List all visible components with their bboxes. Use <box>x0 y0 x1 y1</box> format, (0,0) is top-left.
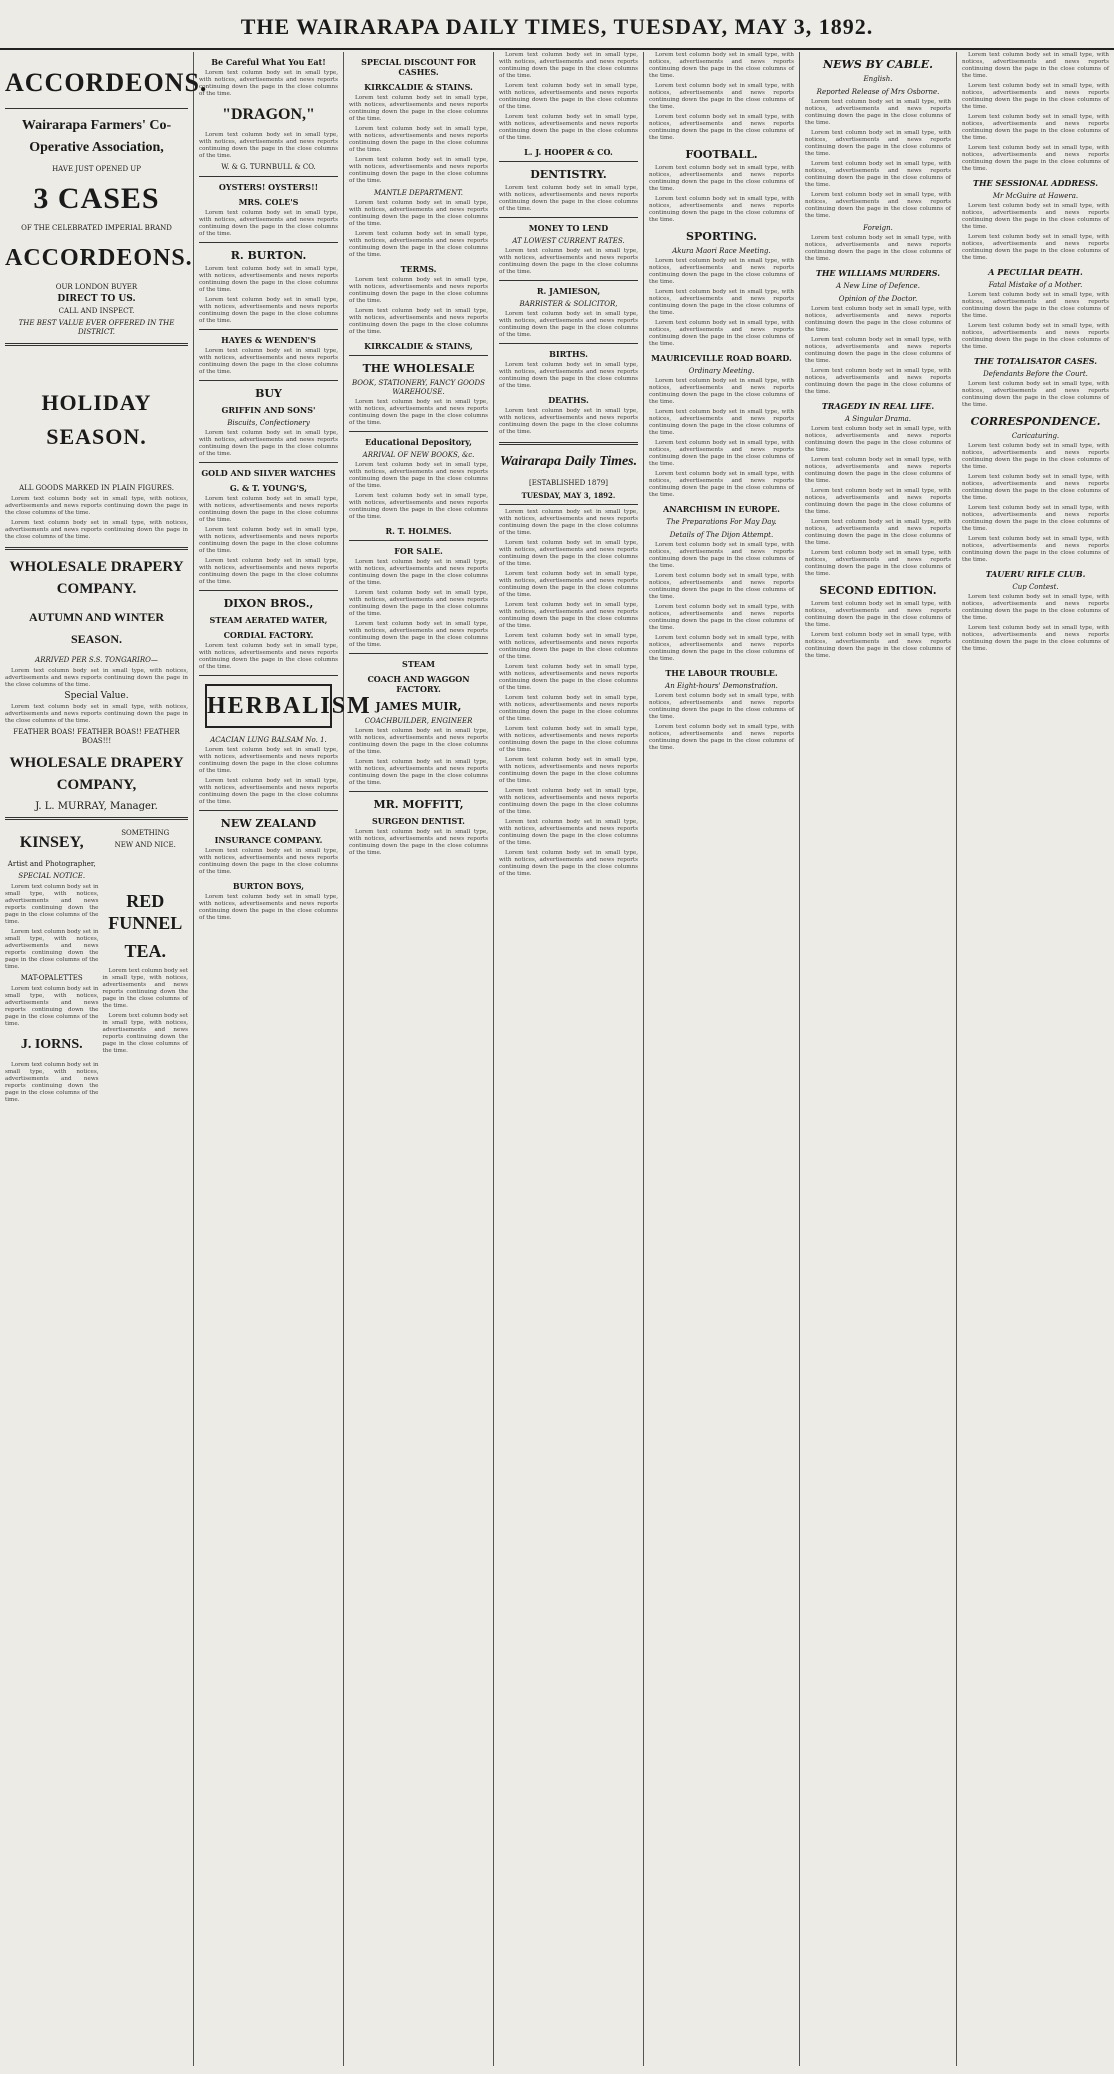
ad-line: THE BEST VALUE EVER OFFERED IN THE DISTRICT. <box>18 319 175 336</box>
james-heading: JAMES MUIR, <box>375 700 462 713</box>
divider <box>349 653 488 654</box>
body-text: Lorem text column body set in small type, with notices, advertisements and news reports continuing down the page in the close columns of the time. <box>805 368 951 395</box>
body-text: Lorem text column body set in small type, with notices, advertisements and news reports continuing down the page in the close columns of the time. <box>962 292 1109 319</box>
body-text: Lorem text column body set in small type, with notices, advertisements and news reports continuing down the page in the close columns of the time. <box>962 381 1109 408</box>
body-text: Lorem text column body set in small type, with notices, advertisements and news reports continuing down the page in the close columns of the time. <box>349 95 488 122</box>
turnbull-line: W. & G. TURNBULL & CO. <box>221 163 316 171</box>
body-text: Lorem text column body set in small type, with notices, advertisements and news reports continuing down the page in the close columns of the time. <box>649 378 794 405</box>
body-text: Lorem text column body set in small type, with notices, advertisements and news reports continuing down the page in the close columns of the time. <box>349 157 488 184</box>
body-text: Lorem text column body set in small type, with notices, advertisements and news reports continuing down the page in the close columns of the time. <box>499 788 638 815</box>
redfunnel-name: RED FUNNEL <box>108 891 183 933</box>
ordinary-heading: Ordinary Meeting. <box>688 367 755 375</box>
holmes-heading: R. T. HOLMES. <box>385 526 452 536</box>
body-text: Lorem text column body set in small type, with notices, advertisements and news reports continuing down the page in the close columns of the time. <box>349 200 488 227</box>
body-text: Lorem text column body set in small type, with notices, advertisements and news reports continuing down the page in the close columns of the time. <box>962 443 1109 470</box>
body-text: Lorem text column body set in small type, with notices, advertisements and news reports continuing down the page in the close columns of the time. <box>499 311 638 338</box>
column-1 <box>0 52 208 2066</box>
body-text: Lorem text column body set in small type, with notices, advertisements and news reports continuing down the page in the close columns of the time. <box>499 850 638 877</box>
body-text: Lorem text column body set in small type, with notices, advertisements and news reports continuing down the page in the close columns of the time. <box>499 248 638 275</box>
body-text: Lorem text column body set in small type, with notices, advertisements and news reports continuing down the page in the close columns of the time. <box>649 604 794 631</box>
tea-name: TEA. <box>124 941 166 961</box>
column-3 <box>344 52 494 2066</box>
correspondence-heading: CORRESPONDENCE. <box>970 415 1101 428</box>
divider <box>499 217 638 218</box>
body-text: Lorem text column body set in small type, with notices, advertisements and news reports continuing down the page in the close columns of the time. <box>805 161 951 188</box>
body-text: Lorem text column body set in small type, with notices, advertisements and news reports continuing down the page in the close columns of the time. <box>649 409 794 436</box>
body-text: Lorem text column body set in small type, with notices, advertisements and news reports continuing down the page in the close columns of the time. <box>805 632 951 659</box>
oysters-heading: OYSTERS! OYSTERS!! <box>218 182 319 192</box>
body-text: Lorem text column body set in small type, with notices, advertisements and news reports continuing down the page in the close columns of the time. <box>199 778 338 805</box>
body-text: Lorem text column body set in small type, with notices, advertisements and news reports continuing down the page in the close columns of the time. <box>499 114 638 141</box>
hawera-heading: Mr McGuire at Hawera. <box>992 192 1079 200</box>
body-text: Lorem text column body set in small type, with notices, advertisements and news reports continuing down the page in the close columns of the time. <box>499 602 638 629</box>
body-text: Lorem text column body set in small type, with notices, advertisements and news reports continuing down the page in the close columns of the time. <box>199 747 338 774</box>
body-text: Lorem text column body set in small type, with notices, advertisements and news reports continuing down the page in the close columns of the time. <box>349 728 488 755</box>
body-text: Lorem text column body set in small type, with notices, advertisements and news reports continuing down the page in the close columns of the time. <box>805 306 951 333</box>
wholesale-heading: THE WHOLESALE <box>362 362 475 375</box>
body-text: Lorem text column body set in small type, with notices, advertisements and news reports continuing down the page in the close columns of the time. <box>649 52 794 79</box>
special-value: Special Value. <box>64 691 129 701</box>
ad-line: HAVE JUST OPENED UP <box>52 165 141 173</box>
divider <box>5 108 188 109</box>
body-text: Lorem text column body set in small type, with notices, advertisements and news reports continuing down the page in the close columns of the time. <box>649 693 794 720</box>
new-line: NEW AND NICE. <box>114 841 176 849</box>
body-text: Lorem text column body set in small type, with notices, advertisements and news reports continuing down the page in the close columns of the time. <box>199 210 338 237</box>
births-heading: BIRTHS. <box>549 349 588 359</box>
body-text: Lorem text column body set in small type, with notices, advertisements and news reports continuing down the page in the close columns of the time. <box>805 426 951 453</box>
hayes-heading: HAYES & WENDEN'S <box>221 335 316 345</box>
dentist-heading: SURGEON DENTIST. <box>372 816 465 826</box>
terms-heading: TERMS. <box>400 264 437 274</box>
body-text: Lorem text column body set in small type, with notices, advertisements and news reports continuing down the page in the close columns of the time. <box>962 594 1109 621</box>
divider <box>199 462 338 463</box>
burton-boys-heading: BURTON BOYS, <box>232 881 305 891</box>
body-text: Lorem text column body set in small type, with notices, advertisements and news reports continuing down the page in the close columns of the time. <box>962 474 1109 501</box>
body-text: Lorem text column body set in small type, with notices, advertisements and news reports continuing down the page in the close columns of the time. <box>199 266 338 293</box>
ad-line: DIRECT TO US. <box>57 294 136 304</box>
body-text: Lorem text column body set in small type, with notices, advertisements and news reports continuing down the page in the close columns of the time. <box>5 986 99 1027</box>
kinsey-name: KINSEY, <box>19 834 84 851</box>
masthead <box>0 0 1114 50</box>
divider <box>349 791 488 792</box>
bottom-ads <box>5 826 188 1107</box>
body-text: Lorem text column body set in small type, with notices, advertisements and news reports continuing down the page in the close columns of the time. <box>199 848 338 875</box>
body-text: Lorem text column body set in small type, with notices, advertisements and news reports continuing down the page in the close columns of the time. <box>649 635 794 662</box>
cases-count: 3 CASES <box>33 182 160 215</box>
book-heading: BOOK, STATIONERY, FANCY GOODS WAREHOUSE. <box>352 379 485 396</box>
date-line: TUESDAY, MAY 3, 1892. <box>521 491 616 500</box>
body-text: Lorem text column body set in small type, with notices, advertisements and news reports continuing down the page in the close columns of the time. <box>649 542 794 569</box>
body-text: Lorem text column body set in small type, with notices, advertisements and news reports continuing down the page in the close columns of the time. <box>5 520 188 540</box>
fatal-heading: Fatal Mistake of a Mother. <box>988 281 1083 289</box>
body-text: Lorem text column body set in small type, with notices, advertisements and news reports continuing down the page in the close columns of the time. <box>5 496 188 516</box>
osborne-heading: Reported Release of Mrs Osborne. <box>816 88 940 96</box>
body-text: Lorem text column body set in small type, with notices, advertisements and news reports continuing down the page in the close columns of the time. <box>649 289 794 316</box>
kinsey-sub: Artist and Photographer, <box>7 860 96 868</box>
insurance-heading: INSURANCE COMPANY. <box>214 835 323 845</box>
wholesale-headline: WHOLESALE DRAPERY COMPANY. <box>9 559 184 597</box>
body-text: Lorem text column body set in small type, with notices, advertisements and news reports continuing down the page in the close columns of the time. <box>805 337 951 364</box>
barrister-heading: BARRISTER & SOLICITOR, <box>519 300 618 308</box>
body-text: Lorem text column body set in small type, with notices, advertisements and news reports continuing down the page in the close columns of the time. <box>499 726 638 753</box>
mat-heading: MAT-OPALETTES <box>20 974 83 982</box>
body-text: Lorem text column body set in small type, with notices, advertisements and news reports continuing down the page in the close columns of the time. <box>962 505 1109 532</box>
body-text: Lorem text column body set in small type, with notices, advertisements and news reports continuing down the page in the close columns of the time. <box>349 829 488 856</box>
defence-heading: A New Line of Defence. <box>836 282 920 290</box>
body-text: Lorem text column body set in small type, with notices, advertisements and news reports continuing down the page in the close columns of the time. <box>499 633 638 660</box>
divider <box>349 431 488 432</box>
body-text: Lorem text column body set in small type, with notices, advertisements and news reports continuing down the page in the close columns of the time. <box>199 132 338 159</box>
body-text: Lorem text column body set in small type, with notices, advertisements and news reports continuing down the page in the close columns of the time. <box>199 496 338 523</box>
labour-heading: THE LABOUR TROUBLE. <box>665 668 778 678</box>
defendants-heading: Defendants Before the Court. <box>983 370 1088 378</box>
body-text: Lorem text column body set in small type, with notices, advertisements and news reports continuing down the page in the close columns of the time. <box>499 185 638 212</box>
body-text: Lorem text column body set in small type, with notices, advertisements and news reports continuing down the page in the close columns of the time. <box>5 884 99 925</box>
body-text: Lorem text column body set in small type, with notices, advertisements and news reports continuing down the page in the close columns of the time. <box>499 695 638 722</box>
dixon-heading: DIXON BROS., <box>223 597 314 610</box>
divider <box>499 504 638 505</box>
kirkcaldie-heading: KIRKCALDIE & STAINS. <box>364 82 473 92</box>
body-text: Lorem text column body set in small type, with notices, advertisements and news reports continuing down the page in the close columns of the time. <box>499 362 638 389</box>
hooper-heading: L. J. HOOPER & CO. <box>524 147 613 157</box>
body-text: Lorem text column body set in small type, with notices, advertisements and news reports continuing down the page in the close columns of the time. <box>649 440 794 467</box>
body-text: Lorem text column body set in small type, with notices, advertisements and news reports continuing down the page in the close columns of the time. <box>805 457 951 484</box>
watches-heading: GOLD AND SILVER WATCHES <box>201 468 336 478</box>
body-text: Lorem text column body set in small type, with notices, advertisements and news reports continuing down the page in the close columns of the time. <box>962 114 1109 141</box>
body-text: Lorem text column body set in small type, with notices, advertisements and news reports continuing down the page in the close columns of the time. <box>199 430 338 457</box>
divider <box>199 329 338 330</box>
body-text: Lorem text column body set in small type, with notices, advertisements and news reports continuing down the page in the close columns of the time. <box>102 1013 188 1054</box>
body-text: Lorem text column body set in small type, with notices, advertisements and news reports continuing down the page in the close columns of the time. <box>5 1062 99 1103</box>
body-text: Lorem text column body set in small type, with notices, advertisements and news reports continuing down the page in the close columns of the time. <box>102 968 188 1009</box>
jamieson-heading: R. JAMIESON, <box>536 286 601 296</box>
manager-line: J. L. MURRAY, Manager. <box>35 801 158 812</box>
body-text: Lorem text column body set in small type, with notices, advertisements and news reports continuing down the page in the close columns of the time. <box>349 462 488 489</box>
body-text: Lorem text column body set in small type, with notices, advertisements and news reports continuing down the page in the close columns of the time. <box>5 704 188 724</box>
body-text: Lorem text column body set in small type, with notices, advertisements and news reports continuing down the page in the close columns of the time. <box>805 192 951 219</box>
something-line: SOMETHING <box>121 829 170 837</box>
body-text: Lorem text column body set in small type, with notices, advertisements and news reports continuing down the page in the close columns of the time. <box>5 668 188 688</box>
divider <box>199 675 338 676</box>
body-text: Lorem text column body set in small type, with notices, advertisements and news reports continuing down the page in the close columns of the time. <box>499 408 638 435</box>
plain-figures: ALL GOODS MARKED IN PLAIN FIGURES. <box>19 484 174 492</box>
ad-line: OF THE CELEBRATED IMPERIAL BRAND <box>21 224 172 232</box>
body-text: Lorem text column body set in small type, with notices, advertisements and news reports continuing down the page in the close columns of the time. <box>199 70 338 97</box>
cable-heading: NEWS BY CABLE. <box>823 58 933 71</box>
divider <box>5 343 188 346</box>
wholesale-headline-2: WHOLESALE DRAPERY COMPANY, <box>9 755 184 793</box>
body-text: Lorem text column body set in small type, with notices, advertisements and news reports continuing down the page in the close columns of the time. <box>805 130 951 157</box>
taueru-heading: TAUERU RIFLE CLUB. <box>985 569 1086 579</box>
mantle-heading: MANTLE DEPARTMENT. <box>374 189 463 197</box>
iorns-name: J. IORNS. <box>20 1037 83 1052</box>
tragedy-heading: TRAGEDY IN REAL LIFE. <box>821 401 935 411</box>
body-text: Lorem text column body set in small type, with notices, advertisements and news reports continuing down the page in the close columns of the time. <box>349 231 488 258</box>
coles-heading: MRS. COLE'S <box>238 197 299 207</box>
body-text: Lorem text column body set in small type, with notices, advertisements and news reports continuing down the page in the close columns of the time. <box>199 297 338 324</box>
body-text: Lorem text column body set in small type, with notices, advertisements and news reports continuing down the page in the close columns of the time. <box>349 399 488 426</box>
boas-line: FEATHER BOAS! FEATHER BOAS!! FEATHER BOAS!!! <box>13 728 180 745</box>
body-text: Lorem text column body set in small type, with notices, advertisements and news reports continuing down the page in the close columns of the time. <box>962 203 1109 230</box>
body-text: Lorem text column body set in small type, with notices, advertisements and news reports continuing down the page in the close columns of the time. <box>499 571 638 598</box>
body-text: Lorem text column body set in small type, with notices, advertisements and news reports continuing down the page in the close columns of the time. <box>349 493 488 520</box>
body-text: Lorem text column body set in small type, with notices, advertisements and news reports continuing down the page in the close columns of the time. <box>199 527 338 554</box>
holiday-headline: HOLIDAY SEASON. <box>41 390 152 449</box>
dragon-brand: "DRAGON," <box>222 106 315 123</box>
race-heading: Akura Maori Race Meeting. <box>672 247 771 255</box>
column-7 <box>957 52 1114 2066</box>
sessional-heading: THE SESSIONAL ADDRESS. <box>973 178 1098 188</box>
divider <box>199 380 338 381</box>
divider <box>199 242 338 243</box>
body-text: Lorem text column body set in small type, with notices, advertisements and news reports continuing down the page in the close columns of the time. <box>962 536 1109 563</box>
body-text: Lorem text column body set in small type, with notices, advertisements and news reports continuing down the page in the close columns of the time. <box>199 558 338 585</box>
herbalism-logo: HERBALISM <box>205 684 332 728</box>
body-text: Lorem text column body set in small type, with notices, advertisements and news reports continuing down the page in the close columns of the time. <box>199 643 338 670</box>
nz-heading: NEW ZEALAND <box>220 817 317 830</box>
times-masthead: Wairarapa Daily Times. <box>499 454 638 469</box>
body-text: Lorem text column body set in small type, with notices, advertisements and news reports continuing down the page in the close columns of the time. <box>499 52 638 79</box>
divider <box>349 355 488 356</box>
body-text: Lorem text column body set in small type, with notices, advertisements and news reports continuing down the page in the close columns of the time. <box>499 819 638 846</box>
coach-heading: COACH AND WAGGON FACTORY. <box>367 674 470 694</box>
divider <box>499 442 638 445</box>
peculiar-heading: A PECULIAR DEATH. <box>988 267 1083 277</box>
column-4 <box>494 52 644 2066</box>
body-text: Lorem text column body set in small type, with notices, advertisements and news reports continuing down the page in the close columns of the time. <box>649 471 794 498</box>
body-text: Lorem text column body set in small type, with notices, advertisements and news reports continuing down the page in the close columns of the time. <box>499 540 638 567</box>
biscuits-heading: Biscuits, Confectionery <box>227 419 310 427</box>
doctor-heading: Opinion of the Doctor. <box>838 295 918 303</box>
steam-heading: STEAM <box>402 659 435 669</box>
body-text: Lorem text column body set in small type, with notices, advertisements and news reports continuing down the page in the close columns of the time. <box>649 320 794 347</box>
body-text: Lorem text column body set in small type, with notices, advertisements and news reports continuing down the page in the close columns of the time. <box>649 83 794 110</box>
accordeons-brand: ACCORDEONS. <box>5 245 193 271</box>
football-heading: FOOTBALL. <box>685 148 758 161</box>
divider <box>199 590 338 591</box>
careful-heading: Be Careful What You Eat! <box>211 57 326 67</box>
redfunnel-ad <box>102 826 188 1107</box>
divider <box>199 810 338 811</box>
details-heading: Details of The Dijon Attempt. <box>669 531 774 539</box>
coachbuilder-heading: COACHBUILDER, ENGINEER <box>364 717 473 725</box>
body-text: Lorem text column body set in small type, with notices, advertisements and news reports continuing down the page in the close columns of the time. <box>499 83 638 110</box>
body-text: Lorem text column body set in small type, with notices, advertisements and news reports continuing down the page in the close columns of the time. <box>349 277 488 304</box>
ad-line: CALL AND INSPECT. <box>58 307 135 315</box>
body-text: Lorem text column body set in small type, with notices, advertisements and news reports continuing down the page in the close columns of the time. <box>5 929 99 970</box>
caricaturing-heading: Caricaturing. <box>1011 432 1060 440</box>
steam-heading: STEAM AERATED WATER, <box>209 615 328 625</box>
divider <box>349 540 488 541</box>
accordeons-headline: ACCORDEONS. <box>5 68 208 97</box>
moffitt-heading: MR. MOFFITT, <box>373 798 464 811</box>
kirkcaldie-heading-2: KIRKCALDIE & STAINS, <box>364 341 473 351</box>
body-text: Lorem text column body set in small type, with notices, advertisements and news reports continuing down the page in the close columns of the time. <box>499 664 638 691</box>
cordial-heading: CORDIAL FACTORY. <box>223 630 314 640</box>
body-text: Lorem text column body set in small type, with notices, advertisements and news reports continuing down the page in the close columns of the time. <box>649 196 794 223</box>
body-text: Lorem text column body set in small type, with notices, advertisements and news reports continuing down the page in the close columns of the time. <box>349 559 488 586</box>
griffin-heading: GRIFFIN AND SONS' <box>221 405 316 415</box>
body-text: Lorem text column body set in small type, with notices, advertisements and news reports continuing down the page in the close columns of the time. <box>962 83 1109 110</box>
body-text: Lorem text column body set in small type, with notices, advertisements and news reports continuing down the page in the close columns of the time. <box>349 621 488 648</box>
body-text: Lorem text column body set in small type, with notices, advertisements and news reports continuing down the page in the close columns of the time. <box>805 99 951 126</box>
autumn-headline: AUTUMN AND WINTER SEASON. <box>28 610 165 646</box>
divider <box>499 343 638 344</box>
deaths-heading: DEATHS. <box>548 395 589 405</box>
discount-heading: SPECIAL DISCOUNT FOR CASHES. <box>361 57 476 77</box>
sporting-heading: SPORTING. <box>686 230 757 243</box>
money-heading: MONEY TO LEND <box>528 223 609 233</box>
body-text: Lorem text column body set in small type, with notices, advertisements and news reports continuing down the page in the close columns of the time. <box>349 308 488 335</box>
body-text: Lorem text column body set in small type, with notices, advertisements and news reports continuing down the page in the close columns of the time. <box>962 323 1109 350</box>
divider <box>499 280 638 281</box>
body-text: Lorem text column body set in small type, with notices, advertisements and news reports continuing down the page in the close columns of the time. <box>962 52 1109 79</box>
column-2 <box>194 52 372 2066</box>
ad-line: OUR LONDON BUYER <box>55 283 138 291</box>
body-text: Lorem text column body set in small type, with notices, advertisements and news reports continuing down the page in the close columns of the time. <box>349 759 488 786</box>
body-text: Lorem text column body set in small type, with notices, advertisements and news reports continuing down the page in the close columns of the time. <box>805 488 951 515</box>
column-6 <box>800 52 957 2066</box>
balsam-heading: ACACIAN LUNG BALSAM No. 1. <box>210 736 327 744</box>
body-text: Lorem text column body set in small type, with notices, advertisements and news reports continuing down the page in the close columns of the time. <box>199 894 338 921</box>
divider <box>5 547 188 550</box>
eight-hours-heading: An Eight-hours' Demonstration. <box>665 682 778 690</box>
body-text: Lorem text column body set in small type, with notices, advertisements and news reports continuing down the page in the close columns of the time. <box>349 126 488 153</box>
notice-heading: SPECIAL NOTICE. <box>18 872 86 880</box>
column-5 <box>644 52 800 2066</box>
sale-heading: FOR SALE. <box>394 546 443 556</box>
body-text: Lorem text column body set in small type, with notices, advertisements and news reports continuing down the page in the close columns of the time. <box>805 601 951 628</box>
singular-heading: A Singular Drama. <box>845 415 911 423</box>
dentistry-heading: DENTISTRY. <box>530 168 607 181</box>
cup-heading: Cup Contest. <box>1012 583 1059 591</box>
educational-heading: Educational Depository, <box>365 437 472 447</box>
english-heading: English. <box>863 75 893 83</box>
body-text: Lorem text column body set in small type, with notices, advertisements and news reports continuing down the page in the close columns of the time. <box>962 625 1109 652</box>
association-name: Wairarapa Farmers' Co-Operative Association, <box>21 118 172 155</box>
body-text: Lorem text column body set in small type, with notices, advertisements and news reports continuing down the page in the close columns of the time. <box>499 757 638 784</box>
murders-heading: THE WILLIAMS MURDERS. <box>815 268 941 278</box>
young-heading: G. & T. YOUNG'S, <box>229 483 308 493</box>
burton-heading: R. BURTON. <box>230 249 307 262</box>
totalisator-heading: THE TOTALISATOR CASES. <box>973 356 1098 366</box>
body-text: Lorem text column body set in small type, with notices, advertisements and news reports continuing down the page in the close columns of the time. <box>499 509 638 536</box>
body-text: Lorem text column body set in small type, with notices, advertisements and news reports continuing down the page in the close columns of the time. <box>962 145 1109 172</box>
body-text: Lorem text column body set in small type, with notices, advertisements and news reports continuing down the page in the close columns of the time. <box>805 235 951 262</box>
road-heading: MAURICEVILLE ROAD BOARD. <box>651 353 792 363</box>
divider <box>499 161 638 162</box>
arrival-heading: ARRIVAL OF NEW BOOKS, &c. <box>362 451 475 459</box>
body-text: Lorem text column body set in small type, with notices, advertisements and news reports continuing down the page in the close columns of the time. <box>805 550 951 577</box>
divider <box>199 176 338 177</box>
masthead-title: THE WAIRARAPA DAILY TIMES, TUESDAY, MAY 3, 1892. <box>240 14 874 39</box>
body-text: Lorem text column body set in small type, with notices, advertisements and news reports continuing down the page in the close columns of the time. <box>805 519 951 546</box>
body-text: Lorem text column body set in small type, with notices, advertisements and news reports continuing down the page in the close columns of the time. <box>649 573 794 600</box>
established-line: [ESTABLISHED 1879] <box>529 479 608 487</box>
body-text: Lorem text column body set in small type, with notices, advertisements and news reports continuing down the page in the close columns of the time. <box>649 724 794 751</box>
buy-heading: BUY <box>255 387 282 400</box>
preparations-heading: The Preparations For May Day. <box>666 518 777 526</box>
arrived-line: ARRIVED PER S.S. TONGARIRO— <box>35 656 158 664</box>
divider <box>5 817 188 820</box>
body-text: Lorem text column body set in small type, with notices, advertisements and news reports continuing down the page in the close columns of the time. <box>349 590 488 617</box>
body-text: Lorem text column body set in small type, with notices, advertisements and news reports continuing down the page in the close columns of the time. <box>649 114 794 141</box>
body-text: Lorem text column body set in small type, with notices, advertisements and news reports continuing down the page in the close columns of the time. <box>962 234 1109 261</box>
body-text: Lorem text column body set in small type, with notices, advertisements and news reports continuing down the page in the close columns of the time. <box>199 348 338 375</box>
anarchism-heading: ANARCHISM IN EUROPE. <box>663 504 780 514</box>
foreign-heading: Foreign. <box>863 224 893 232</box>
rates-heading: AT LOWEST CURRENT RATES. <box>512 237 625 245</box>
body-text: Lorem text column body set in small type, with notices, advertisements and news reports continuing down the page in the close columns of the time. <box>649 258 794 285</box>
second-edition-heading: SECOND EDITION. <box>819 584 937 597</box>
body-text: Lorem text column body set in small type, with notices, advertisements and news reports continuing down the page in the close columns of the time. <box>649 165 794 192</box>
kinsey-ad <box>5 826 98 1107</box>
